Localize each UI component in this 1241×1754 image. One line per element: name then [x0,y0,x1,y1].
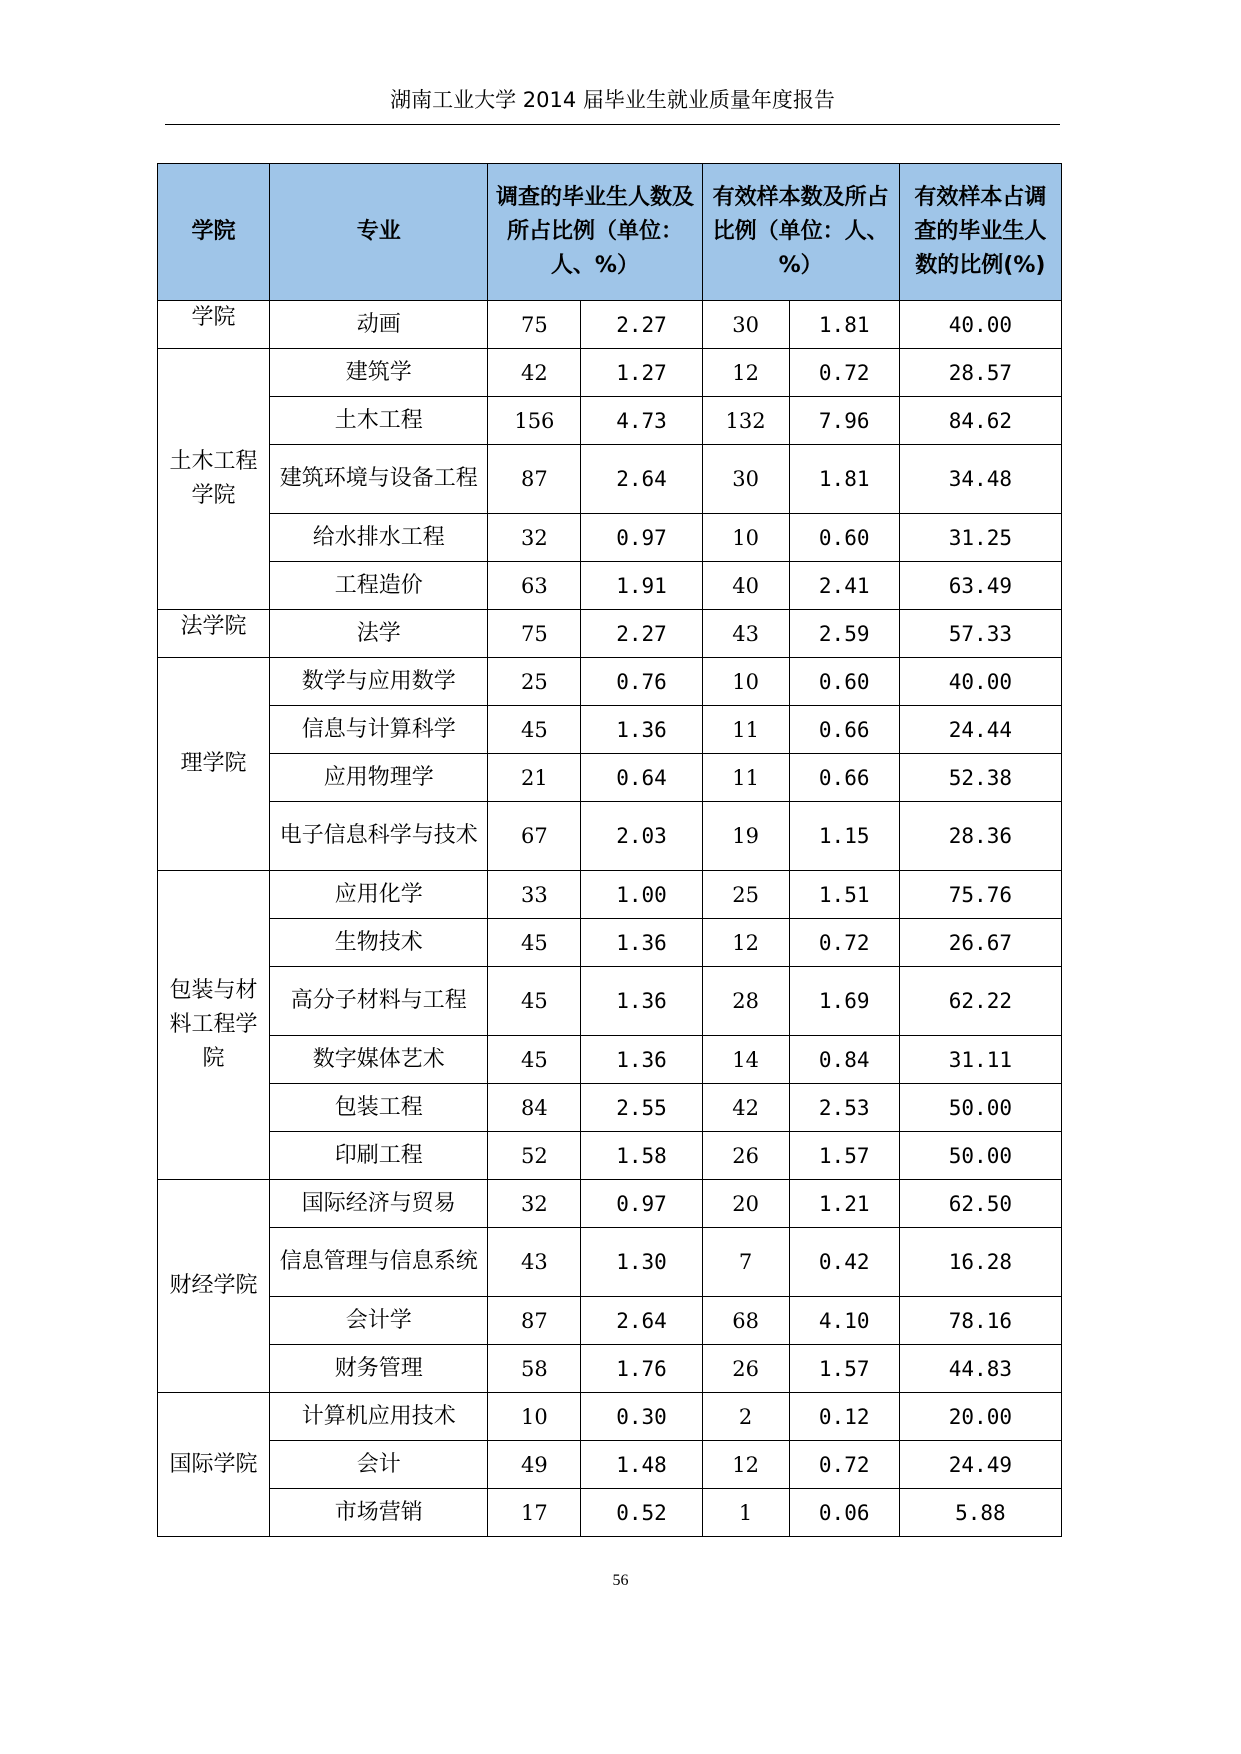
header-divider [165,124,1060,125]
employment-survey-table [157,163,1062,1537]
valid-percent-cell: 0.12 [789,1393,899,1441]
major-cell: 法学 [270,610,488,658]
page-header: 湖南工业大学 2014 届毕业生就业质量年度报告 [390,88,835,112]
table-row [158,397,1062,445]
major-cell: 土木工程 [270,397,488,445]
major-cell: 高分子材料与工程 [270,967,488,1036]
valid-count-cell: 42 [702,1084,789,1132]
table-row [158,1441,1062,1489]
surveyed-count-cell: 25 [488,658,581,706]
table-row [158,871,1062,919]
surveyed-percent-cell: 1.36 [581,967,702,1036]
column-header-college: 学院 [158,164,270,301]
table-row [158,658,1062,706]
valid-percent-cell: 1.69 [789,967,899,1036]
valid-count-cell: 14 [702,1036,789,1084]
surveyed-percent-cell: 1.36 [581,919,702,967]
valid-ratio-cell: 75.76 [899,871,1061,919]
major-cell: 应用化学 [270,871,488,919]
table-body [158,301,1062,1537]
table-row [158,562,1062,610]
surveyed-percent-cell: 0.52 [581,1489,702,1537]
valid-ratio-cell: 50.00 [899,1132,1061,1180]
table-row [158,706,1062,754]
major-cell: 财务管理 [270,1345,488,1393]
major-cell: 信息管理与信息系统 [270,1228,488,1297]
surveyed-count-cell: 49 [488,1441,581,1489]
table-row [158,802,1062,871]
college-cell: 法学院 [158,610,270,658]
surveyed-count-cell: 156 [488,397,581,445]
valid-percent-cell: 0.84 [789,1036,899,1084]
major-cell: 计算机应用技术 [270,1393,488,1441]
college-cell: 理学院 [158,658,270,871]
surveyed-percent-cell: 0.30 [581,1393,702,1441]
column-header-surveyed: 调查的毕业生人数及所占比例（单位：人、%） [488,164,702,301]
surveyed-count-cell: 75 [488,301,581,349]
valid-percent-cell: 0.06 [789,1489,899,1537]
surveyed-percent-cell: 1.76 [581,1345,702,1393]
valid-count-cell: 10 [702,514,789,562]
major-cell: 数学与应用数学 [270,658,488,706]
surveyed-count-cell: 45 [488,706,581,754]
valid-ratio-cell: 78.16 [899,1297,1061,1345]
valid-ratio-cell: 20.00 [899,1393,1061,1441]
table-row [158,610,1062,658]
valid-ratio-cell: 28.57 [899,349,1061,397]
valid-count-cell: 1 [702,1489,789,1537]
valid-count-cell: 132 [702,397,789,445]
valid-count-cell: 43 [702,610,789,658]
valid-percent-cell: 0.72 [789,919,899,967]
table-row [158,301,1062,349]
valid-percent-cell: 1.81 [789,445,899,514]
valid-count-cell: 12 [702,919,789,967]
surveyed-count-cell: 45 [488,919,581,967]
surveyed-count-cell: 63 [488,562,581,610]
valid-count-cell: 12 [702,1441,789,1489]
valid-percent-cell: 0.66 [789,754,899,802]
surveyed-percent-cell: 1.27 [581,349,702,397]
valid-count-cell: 11 [702,754,789,802]
table-row [158,1489,1062,1537]
valid-count-cell: 30 [702,301,789,349]
valid-count-cell: 10 [702,658,789,706]
valid-percent-cell: 1.81 [789,301,899,349]
major-cell: 印刷工程 [270,1132,488,1180]
college-cell: 财经学院 [158,1180,270,1393]
major-cell: 工程造价 [270,562,488,610]
surveyed-percent-cell: 4.73 [581,397,702,445]
valid-percent-cell: 7.96 [789,397,899,445]
column-header-valid-ratio: 有效样本占调查的毕业生人数的比例(%) [899,164,1061,301]
surveyed-percent-cell: 0.76 [581,658,702,706]
surveyed-percent-cell: 0.97 [581,514,702,562]
surveyed-percent-cell: 1.48 [581,1441,702,1489]
valid-count-cell: 20 [702,1180,789,1228]
valid-count-cell: 25 [702,871,789,919]
valid-percent-cell: 0.66 [789,706,899,754]
valid-percent-cell: 1.21 [789,1180,899,1228]
surveyed-percent-cell: 1.00 [581,871,702,919]
valid-ratio-cell: 28.36 [899,802,1061,871]
valid-count-cell: 28 [702,967,789,1036]
major-cell: 给水排水工程 [270,514,488,562]
surveyed-count-cell: 21 [488,754,581,802]
valid-ratio-cell: 5.88 [899,1489,1061,1537]
valid-percent-cell: 0.60 [789,514,899,562]
surveyed-count-cell: 32 [488,514,581,562]
surveyed-percent-cell: 0.64 [581,754,702,802]
surveyed-count-cell: 32 [488,1180,581,1228]
table-row [158,1345,1062,1393]
valid-percent-cell: 4.10 [789,1297,899,1345]
valid-count-cell: 26 [702,1132,789,1180]
valid-count-cell: 11 [702,706,789,754]
valid-ratio-cell: 40.00 [899,301,1061,349]
surveyed-percent-cell: 2.27 [581,610,702,658]
major-cell: 会计学 [270,1297,488,1345]
major-cell: 数字媒体艺术 [270,1036,488,1084]
valid-ratio-cell: 31.25 [899,514,1061,562]
surveyed-percent-cell: 1.36 [581,706,702,754]
table-row [158,754,1062,802]
college-cell: 学院 [158,301,270,349]
table-header-row [158,164,1062,301]
major-cell: 会计 [270,1441,488,1489]
surveyed-count-cell: 42 [488,349,581,397]
valid-ratio-cell: 63.49 [899,562,1061,610]
surveyed-percent-cell: 2.64 [581,1297,702,1345]
valid-count-cell: 19 [702,802,789,871]
surveyed-count-cell: 45 [488,1036,581,1084]
surveyed-count-cell: 45 [488,967,581,1036]
surveyed-percent-cell: 0.97 [581,1180,702,1228]
column-header-major: 专业 [270,164,488,301]
surveyed-percent-cell: 2.55 [581,1084,702,1132]
valid-count-cell: 2 [702,1393,789,1441]
valid-percent-cell: 0.72 [789,1441,899,1489]
table-row [158,1084,1062,1132]
major-cell: 市场营销 [270,1489,488,1537]
valid-ratio-cell: 50.00 [899,1084,1061,1132]
table-row [158,967,1062,1036]
valid-ratio-cell: 57.33 [899,610,1061,658]
valid-percent-cell: 2.59 [789,610,899,658]
table-row [158,1228,1062,1297]
valid-percent-cell: 2.53 [789,1084,899,1132]
valid-count-cell: 30 [702,445,789,514]
surveyed-count-cell: 87 [488,1297,581,1345]
table-row [158,1132,1062,1180]
table-row [158,1393,1062,1441]
major-cell: 生物技术 [270,919,488,967]
major-cell: 建筑学 [270,349,488,397]
valid-percent-cell: 1.15 [789,802,899,871]
surveyed-percent-cell: 1.58 [581,1132,702,1180]
valid-ratio-cell: 44.83 [899,1345,1061,1393]
surveyed-count-cell: 52 [488,1132,581,1180]
major-cell: 包装工程 [270,1084,488,1132]
surveyed-count-cell: 43 [488,1228,581,1297]
surveyed-count-cell: 84 [488,1084,581,1132]
surveyed-count-cell: 33 [488,871,581,919]
valid-ratio-cell: 52.38 [899,754,1061,802]
column-header-valid: 有效样本数及所占比例（单位：人、%） [702,164,899,301]
table-row [158,445,1062,514]
surveyed-percent-cell: 1.91 [581,562,702,610]
surveyed-count-cell: 58 [488,1345,581,1393]
valid-percent-cell: 2.41 [789,562,899,610]
surveyed-percent-cell: 1.30 [581,1228,702,1297]
valid-percent-cell: 0.60 [789,658,899,706]
major-cell: 信息与计算科学 [270,706,488,754]
table-row [158,1036,1062,1084]
surveyed-count-cell: 75 [488,610,581,658]
table-row [158,919,1062,967]
valid-percent-cell: 0.42 [789,1228,899,1297]
valid-ratio-cell: 62.22 [899,967,1061,1036]
college-cell: 土木工程学院 [158,349,270,610]
surveyed-percent-cell: 1.36 [581,1036,702,1084]
major-cell: 应用物理学 [270,754,488,802]
valid-ratio-cell: 24.44 [899,706,1061,754]
surveyed-count-cell: 10 [488,1393,581,1441]
valid-ratio-cell: 26.67 [899,919,1061,967]
valid-ratio-cell: 31.11 [899,1036,1061,1084]
valid-percent-cell: 0.72 [789,349,899,397]
valid-ratio-cell: 40.00 [899,658,1061,706]
surveyed-count-cell: 67 [488,802,581,871]
valid-count-cell: 12 [702,349,789,397]
table-row [158,1180,1062,1228]
valid-ratio-cell: 24.49 [899,1441,1061,1489]
surveyed-percent-cell: 2.27 [581,301,702,349]
valid-ratio-cell: 34.48 [899,445,1061,514]
valid-ratio-cell: 84.62 [899,397,1061,445]
valid-count-cell: 68 [702,1297,789,1345]
table-row [158,349,1062,397]
major-cell: 动画 [270,301,488,349]
valid-percent-cell: 1.57 [789,1132,899,1180]
college-cell: 包装与材料工程学院 [158,871,270,1180]
major-cell: 建筑环境与设备工程 [270,445,488,514]
valid-percent-cell: 1.57 [789,1345,899,1393]
surveyed-percent-cell: 2.03 [581,802,702,871]
surveyed-count-cell: 87 [488,445,581,514]
table-row [158,1297,1062,1345]
college-cell: 国际学院 [158,1393,270,1537]
page-number: 56 [612,1572,629,1589]
surveyed-percent-cell: 2.64 [581,445,702,514]
major-cell: 国际经济与贸易 [270,1180,488,1228]
valid-ratio-cell: 62.50 [899,1180,1061,1228]
valid-count-cell: 26 [702,1345,789,1393]
surveyed-count-cell: 17 [488,1489,581,1537]
valid-ratio-cell: 16.28 [899,1228,1061,1297]
major-cell: 电子信息科学与技术 [270,802,488,871]
table-row [158,514,1062,562]
valid-count-cell: 7 [702,1228,789,1297]
valid-count-cell: 40 [702,562,789,610]
valid-percent-cell: 1.51 [789,871,899,919]
